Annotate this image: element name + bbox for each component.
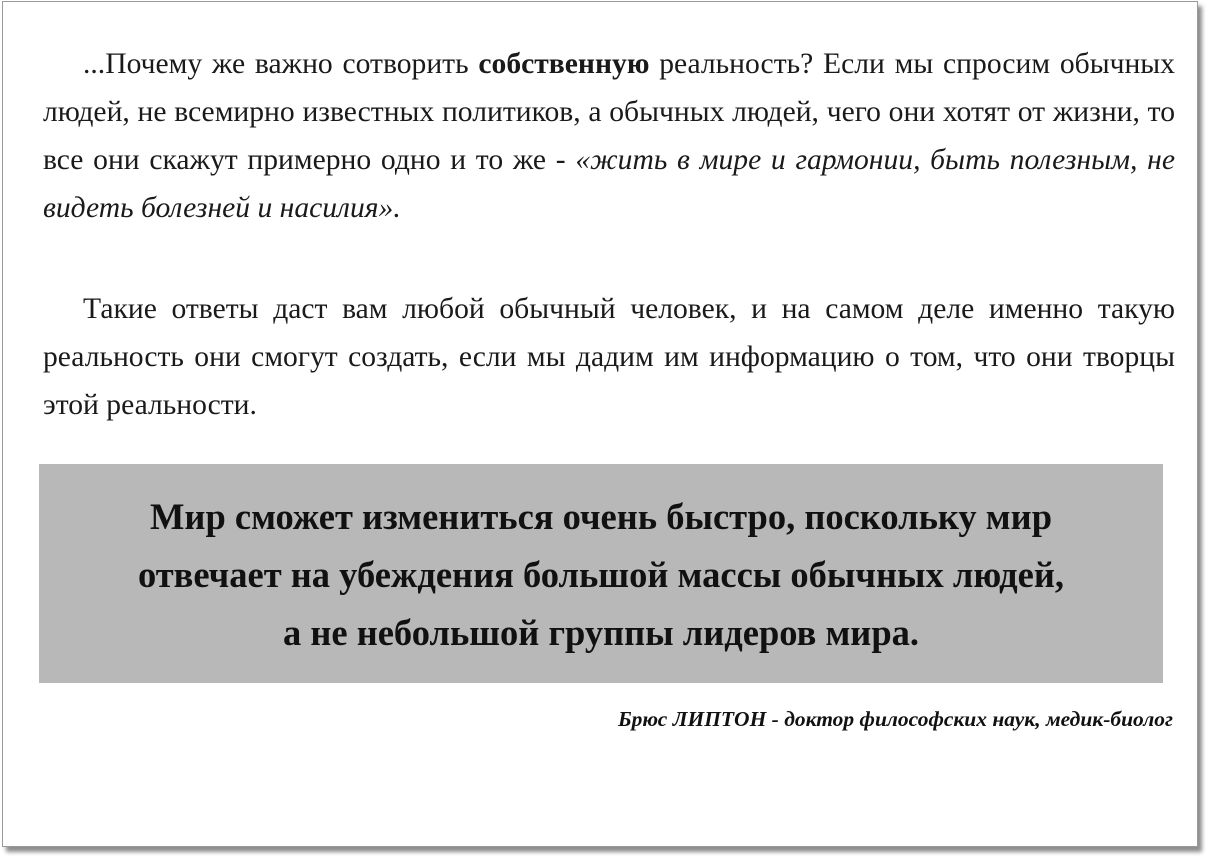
quote-box xyxy=(39,464,1163,683)
paragraph-intro-middle: реальность? Если мы спросим обычных людей, не всемирно известных политиков, а обычных людей, чего они хотят от жизни, то все они скажут примерно одно и то же - xyxy=(43,48,1175,176)
emphasis-bold-word: собственную xyxy=(478,48,650,80)
paragraph-intro xyxy=(43,40,1175,232)
document-page xyxy=(2,1,1198,847)
paragraph-intro-start: ...Почему же важно сотворить xyxy=(83,48,479,80)
quote-line-2: отвечает на убеждения большой массы обычных людей, xyxy=(137,554,1064,595)
quote-attribution: Брюс ЛИПТОН - доктор философских наук, медик-биолог xyxy=(617,707,1173,731)
emphasis-italic-quote: «жить в мире и гармонии, быть полезным, не видеть болезней и насилия». xyxy=(43,144,1175,224)
quote-text xyxy=(39,488,1163,662)
quote-line-1: Мир сможет измениться очень быстро, поскольку мир xyxy=(149,496,1052,537)
quote-line-3: а не небольшой группы лидеров мира. xyxy=(282,612,920,653)
paragraph-answers: Такие ответы даст вам любой обычный человек, и на самом деле именно такую реальность они смогут создать, если мы дадим им информацию о том, что они творцы этой реальности. xyxy=(43,293,1175,421)
